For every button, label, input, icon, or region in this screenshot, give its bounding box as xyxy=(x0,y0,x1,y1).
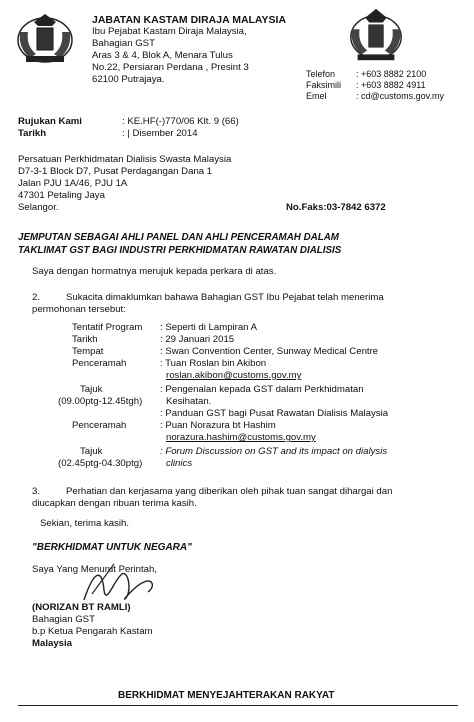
tarikh-label: Tarikh xyxy=(18,128,47,139)
contact-label-emel: Emel xyxy=(306,91,327,101)
detail-label: Tajuk xyxy=(80,446,103,457)
signatory-country: Malaysia xyxy=(32,638,73,649)
para3-line: Perhatian dan kerjasama yang diberikan oleh pihak tuan sangat dihargai dan xyxy=(66,486,393,497)
agency-name: JABATAN KASTAM DIRAJA MALAYSIA xyxy=(92,14,287,26)
detail-value: : Pengenalan kepada GST dalam Perkhidmatan xyxy=(160,384,364,395)
address-line: Aras 3 & 4, Blok A, Menara Tulus xyxy=(92,50,233,61)
opening-sentence: Saya dengan hormatnya merujuk kepada perkara di atas. xyxy=(32,266,277,277)
subject-line: TAKLIMAT GST BAGI INDUSTRI PERKHIDMATAN RAWATAN DIALISIS xyxy=(18,245,342,256)
contact-label-faksimili: Faksimili xyxy=(306,80,341,90)
detail-label: Penceramah xyxy=(72,420,127,431)
detail-label: Tarikh xyxy=(72,334,98,345)
signatory-name: (NORIZAN BT RAMLI) xyxy=(32,602,131,613)
detail-label: Tempat xyxy=(72,346,104,357)
detail-label: (02.45ptg-04.30ptg) xyxy=(58,458,143,469)
para2-line: permohonan tersebut: xyxy=(32,304,126,315)
detail-label: (09.00ptg-12.45tgh) xyxy=(58,396,143,407)
detail-value: : 29 Januari 2015 xyxy=(160,334,235,345)
recipient-line: Jalan PJU 1A/46, PJU 1A xyxy=(18,178,128,189)
detail-label: Tajuk xyxy=(80,384,103,395)
recipient-line: Selangor. xyxy=(18,202,59,213)
detail-value: : Forum Discussion on GST and its impact on dialysis xyxy=(160,446,388,457)
order-line: Saya Yang Menurut Perintah, xyxy=(32,564,157,575)
subject-line: JEMPUTAN SEBAGAI AHLI PANEL DAN AHLI PENCERAMAH DALAM xyxy=(18,232,339,243)
para3-line: diucapkan dengan ribuan terima kasih. xyxy=(32,498,197,509)
contact-value-telefon: : +603 8882 2100 xyxy=(356,69,427,79)
rujukan-value: : KE.HF(-)770/06 Klt. 9 (66) xyxy=(122,116,239,127)
detail-value: : Panduan GST bagi Pusat Rawatan Dialisis Malaysia xyxy=(160,408,389,419)
recipient-fax: No.Faks:03-7842 6372 xyxy=(286,202,386,213)
detail-label: Penceramah xyxy=(72,358,127,369)
footer-divider xyxy=(18,705,458,706)
para3-number: 3. xyxy=(32,486,41,497)
speaker-email[interactable]: roslan.akibon@customs.gov.my xyxy=(166,370,302,381)
detail-value: Kesihatan. xyxy=(166,396,212,407)
contact-label-telefon: Telefon xyxy=(306,69,336,79)
detail-value: : Seperti di Lampiran A xyxy=(160,322,258,333)
tarikh-value: : | Disember 2014 xyxy=(122,128,198,139)
address-line: 62100 Putrajaya. xyxy=(92,74,165,85)
recipient-line: 47301 Petaling Jaya xyxy=(18,190,105,201)
malaysia-coat-of-arms-right xyxy=(346,6,406,66)
para2-number: 2. xyxy=(32,292,41,303)
speaker-email[interactable]: norazura.hashim@customs.gov.my xyxy=(166,432,316,443)
contact-value-emel: : cd@customs.gov.my xyxy=(356,91,444,101)
detail-value: : Puan Norazura bt Hashim xyxy=(160,420,276,431)
contact-value-faksimili: : +603 8882 4911 xyxy=(356,80,426,90)
para2-line: Sukacita dimaklumkan bahawa Bahagian GST Ibu Pejabat telah menerima xyxy=(66,292,384,303)
recipient-line: Persatuan Perkhidmatan Dialisis Swasta Malaysia xyxy=(18,154,232,165)
footer-slogan: BERKHIDMAT MENYEJAHTERAKAN RAKYAT xyxy=(118,690,335,701)
detail-value: clinics xyxy=(166,458,193,469)
detail-value: : Tuan Roslan bin Akibon xyxy=(160,358,267,369)
motto: "BERKHIDMAT UNTUK NEGARA" xyxy=(32,542,192,553)
address-line: No.22, Persiaran Perdana , Presint 3 xyxy=(92,62,249,73)
recipient-line: D7-3-1 Block D7, Pusat Perdagangan Dana 1 xyxy=(18,166,213,177)
signatory-line: Bahagian GST xyxy=(32,614,95,625)
detail-value: : Swan Convention Center, Sunway Medical Centre xyxy=(160,346,379,357)
address-line: Ibu Pejabat Kastam Diraja Malaysia, xyxy=(92,26,247,37)
closing: Sekian, terima kasih. xyxy=(40,518,130,529)
signatory-line: b.p Ketua Pengarah Kastam xyxy=(32,626,153,637)
rujukan-label: Rujukan Kami xyxy=(18,116,82,127)
malaysia-coat-of-arms-left xyxy=(14,10,76,68)
address-line: Bahagian GST xyxy=(92,38,155,49)
detail-label: Tentatif Program xyxy=(72,322,143,333)
